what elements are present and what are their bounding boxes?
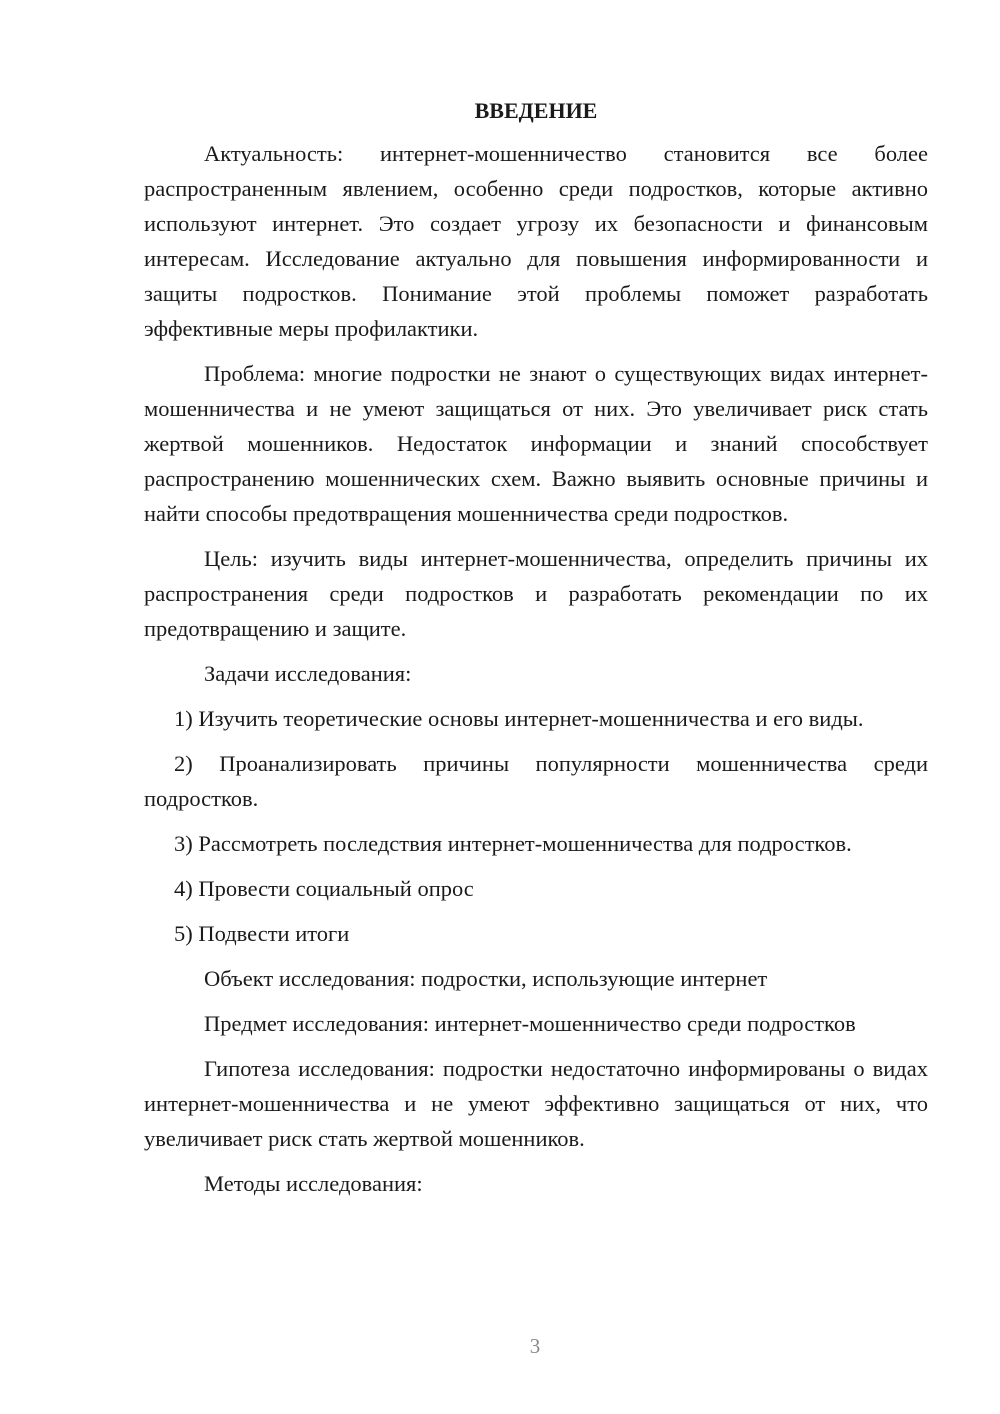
task-item-2: 2) Проанализировать причины популярности мошенничества среди подростков. [144, 751, 928, 811]
task-item-1: 1) Изучить теоретические основы интернет-мошенничества и его виды. [174, 706, 864, 731]
tasks-title: Задачи исследования: [204, 661, 412, 686]
paragraph-goal: Цель: изучить виды интернет-мошенничества, определить причины их распространения среди подростков и разработать рекомендации по их предотвращению и защите. [144, 546, 928, 641]
page-content [144, 96, 928, 1211]
paragraph-subject: Предмет исследования: интернет-мошенничество среди подростков [204, 1011, 856, 1036]
paragraph-object: Объект исследования: подростки, использующие интернет [204, 966, 768, 991]
paragraph-relevance: Актуальность: интернет-мошенничество становится все более распространенным явлением, особенно среди подростков, которые активно используют интернет. Это создает угрозу их безопасности и финансовым интересам. Исследование актуально для повышения информированности и защиты подростков. Понимание этой проблемы поможет разработать эффективные меры профилактики. [144, 141, 928, 341]
task-item-3: 3) Рассмотреть последствия интернет-мошенничества для подростков. [174, 831, 852, 856]
paragraph-problem: Проблема: многие подростки не знают о существующих видах интернет-мошенничества и не умеют защищаться от них. Это увеличивает риск стать жертвой мошенников. Недостаток информации и знаний способствует распространению мошеннических схем. Важно выявить основные причины и найти способы предотвращения мошенничества среди подростков. [144, 361, 928, 526]
task-item-4: 4) Провести социальный опрос [174, 876, 474, 901]
page-number: 3 [529, 1334, 541, 1358]
paragraph-hypothesis: Гипотеза исследования: подростки недостаточно информированы о видах интернет-мошенничества и не умеют эффективно защищаться от них, что увеличивает риск стать жертвой мошенников. [144, 1056, 928, 1151]
methods-title: Методы исследования: [204, 1171, 423, 1196]
section-heading: ВВЕДЕНИЕ [474, 98, 598, 123]
task-item-5: 5) Подвести итоги [174, 921, 350, 946]
